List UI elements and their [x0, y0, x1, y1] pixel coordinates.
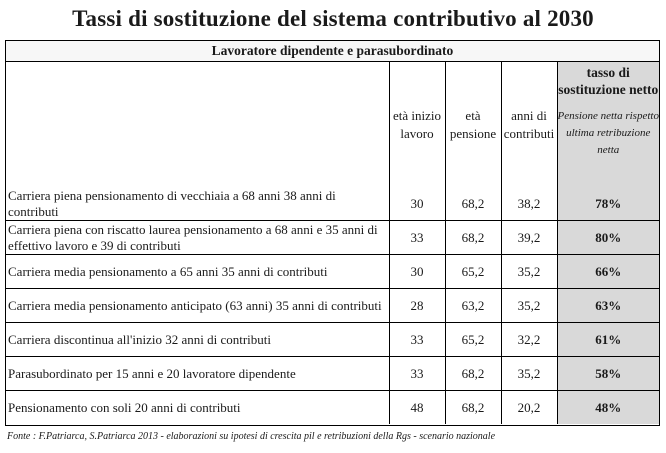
- row-years-contrib: 35,2: [501, 255, 557, 289]
- table-row: [6, 289, 659, 323]
- row-replacement-rate: 63%: [557, 289, 659, 323]
- rate-title: tasso di sostituzione netto: [558, 65, 659, 97]
- row-years-contrib: 20,2: [501, 391, 557, 425]
- row-start-age: 33: [389, 323, 445, 357]
- table-row: [6, 187, 659, 221]
- table-row: [6, 221, 659, 255]
- row-replacement-rate: 66%: [557, 255, 659, 289]
- header-years-contrib: anni di contributi: [501, 62, 557, 187]
- row-description: Carriera media pensionamento a 65 anni 35 anni di contributi: [6, 255, 389, 289]
- row-start-age: 30: [389, 187, 445, 221]
- row-pension-age: 65,2: [445, 323, 501, 357]
- row-description: Carriera piena pensionamento di vecchiaia a 68 anni 38 anni di contributi: [6, 187, 389, 221]
- row-start-age: 30: [389, 255, 445, 289]
- row-pension-age: 63,2: [445, 289, 501, 323]
- row-description: Pensionamento con soli 20 anni di contributi: [6, 391, 389, 425]
- row-replacement-rate: 61%: [557, 323, 659, 357]
- row-pension-age: 68,2: [445, 187, 501, 221]
- row-pension-age: 68,2: [445, 357, 501, 391]
- row-years-contrib: 35,2: [501, 357, 557, 391]
- row-years-contrib: 39,2: [501, 221, 557, 255]
- table-subheader: Lavoratore dipendente e parasubordinato: [6, 41, 659, 62]
- table-row: [6, 323, 659, 357]
- table-header-row: [6, 62, 659, 187]
- row-start-age: 48: [389, 391, 445, 425]
- rate-note: Pensione netta rispetto ultima retribuzione netta: [557, 110, 659, 156]
- header-description-cell: [6, 62, 389, 187]
- header-pension-age: età pensione: [445, 62, 501, 187]
- table-row: [6, 357, 659, 391]
- row-start-age: 33: [389, 357, 445, 391]
- row-description: Carriera piena con riscatto laurea pensionamento a 68 anni e 35 anni di effettivo lavoro e 39 di contributi: [6, 221, 389, 255]
- header-replacement-rate: [557, 62, 659, 187]
- row-start-age: 33: [389, 221, 445, 255]
- source-footnote: Fonte : F.Patriarca, S.Patriarca 2013 - elaborazioni su ipotesi di crescita pil e retribuzioni della Rgs - scenario nazionale: [7, 431, 496, 442]
- header-start-age: età inizio lavoro: [389, 62, 445, 187]
- table-row: [6, 391, 659, 425]
- row-description: Carriera media pensionamento anticipato (63 anni) 35 anni di contributi: [6, 289, 389, 323]
- row-years-contrib: 38,2: [501, 187, 557, 221]
- rates-table: [6, 62, 659, 424]
- row-replacement-rate: 48%: [557, 391, 659, 425]
- row-description: Parasubordinato per 15 anni e 20 lavoratore dipendente: [6, 357, 389, 391]
- row-start-age: 28: [389, 289, 445, 323]
- row-description: Carriera discontinua all'inizio 32 anni di contributi: [6, 323, 389, 357]
- row-pension-age: 68,2: [445, 391, 501, 425]
- table-row: [6, 255, 659, 289]
- row-years-contrib: 32,2: [501, 323, 557, 357]
- row-replacement-rate: 80%: [557, 221, 659, 255]
- row-replacement-rate: 78%: [557, 187, 659, 221]
- replacement-rates-table: [5, 40, 660, 426]
- page-title: Tassi di sostituzione del sistema contributivo al 2030: [72, 6, 594, 31]
- row-pension-age: 65,2: [445, 255, 501, 289]
- row-years-contrib: 35,2: [501, 289, 557, 323]
- row-pension-age: 68,2: [445, 221, 501, 255]
- row-replacement-rate: 58%: [557, 357, 659, 391]
